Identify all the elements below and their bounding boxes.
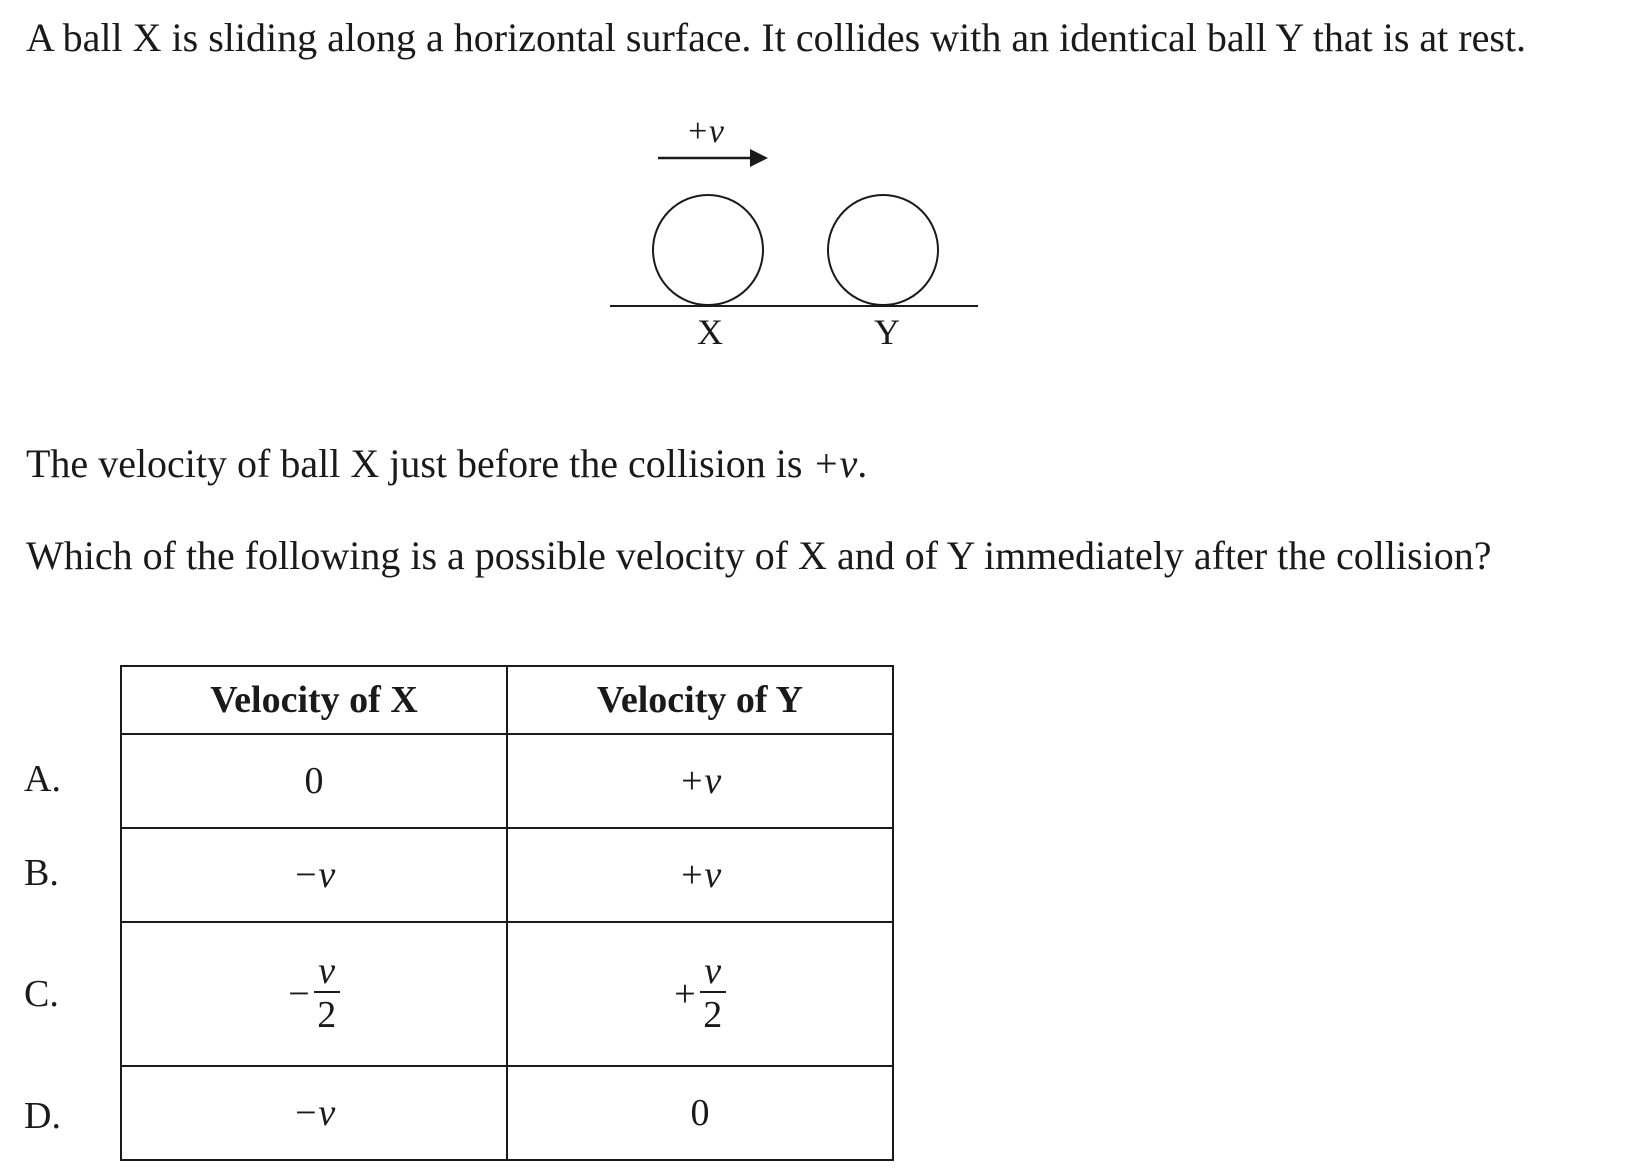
velocity-label: +v <box>685 113 725 150</box>
velocity-statement <box>26 440 867 487</box>
intro-text: A ball X is sliding along a horizontal surface. It collides with an identical ball Y that is at rest. <box>26 15 1526 60</box>
cell-c-velocity-y <box>507 922 893 1066</box>
question-text: Which of the following is a possible velocity of X and of Y immediately after the collision? <box>26 533 1492 578</box>
table-header-row <box>121 666 893 734</box>
ball-y <box>828 195 938 305</box>
cell-d-velocity-x: −v <box>121 1066 507 1160</box>
table-row <box>121 828 893 922</box>
cell-c-x-fraction <box>314 951 340 1037</box>
header-velocity-x: Velocity of X <box>121 666 507 734</box>
option-letter-b: B. <box>24 852 59 894</box>
velocity-statement-suffix: . <box>857 441 868 486</box>
velocity-arrow <box>658 149 768 167</box>
cell-b-velocity-y: +v <box>507 828 893 922</box>
collision-diagram <box>600 100 1020 380</box>
ball-y-label: Y <box>874 312 900 352</box>
cell-c-x-sign: − <box>288 973 310 1015</box>
ball-x-label: X <box>697 312 723 352</box>
cell-c-x-denominator: 2 <box>317 994 337 1036</box>
table-row <box>121 922 893 1066</box>
cell-c-x-numerator: v <box>318 950 336 992</box>
cell-c-y-fraction <box>700 951 726 1037</box>
cell-b-velocity-x: −v <box>121 828 507 922</box>
cell-c-y-numerator: v <box>704 950 722 992</box>
ball-x <box>653 195 763 305</box>
velocity-statement-prefix: The velocity of ball X just before the collision is <box>26 441 813 486</box>
cell-c-y-denominator: 2 <box>703 994 723 1036</box>
velocity-statement-value: +v <box>812 441 858 486</box>
option-letter-a: A. <box>24 758 61 800</box>
cell-a-velocity-y: +v <box>507 734 893 828</box>
table-row <box>121 734 893 828</box>
header-velocity-y: Velocity of Y <box>507 666 893 734</box>
cell-c-y-sign: + <box>674 973 696 1015</box>
cell-c-velocity-x <box>121 922 507 1066</box>
cell-a-velocity-x: 0 <box>121 734 507 828</box>
cell-d-velocity-y: 0 <box>507 1066 893 1160</box>
option-letter-c: C. <box>24 973 59 1015</box>
table-row <box>121 1066 893 1160</box>
options-table <box>120 665 894 1161</box>
option-letter-d: D. <box>24 1095 61 1137</box>
